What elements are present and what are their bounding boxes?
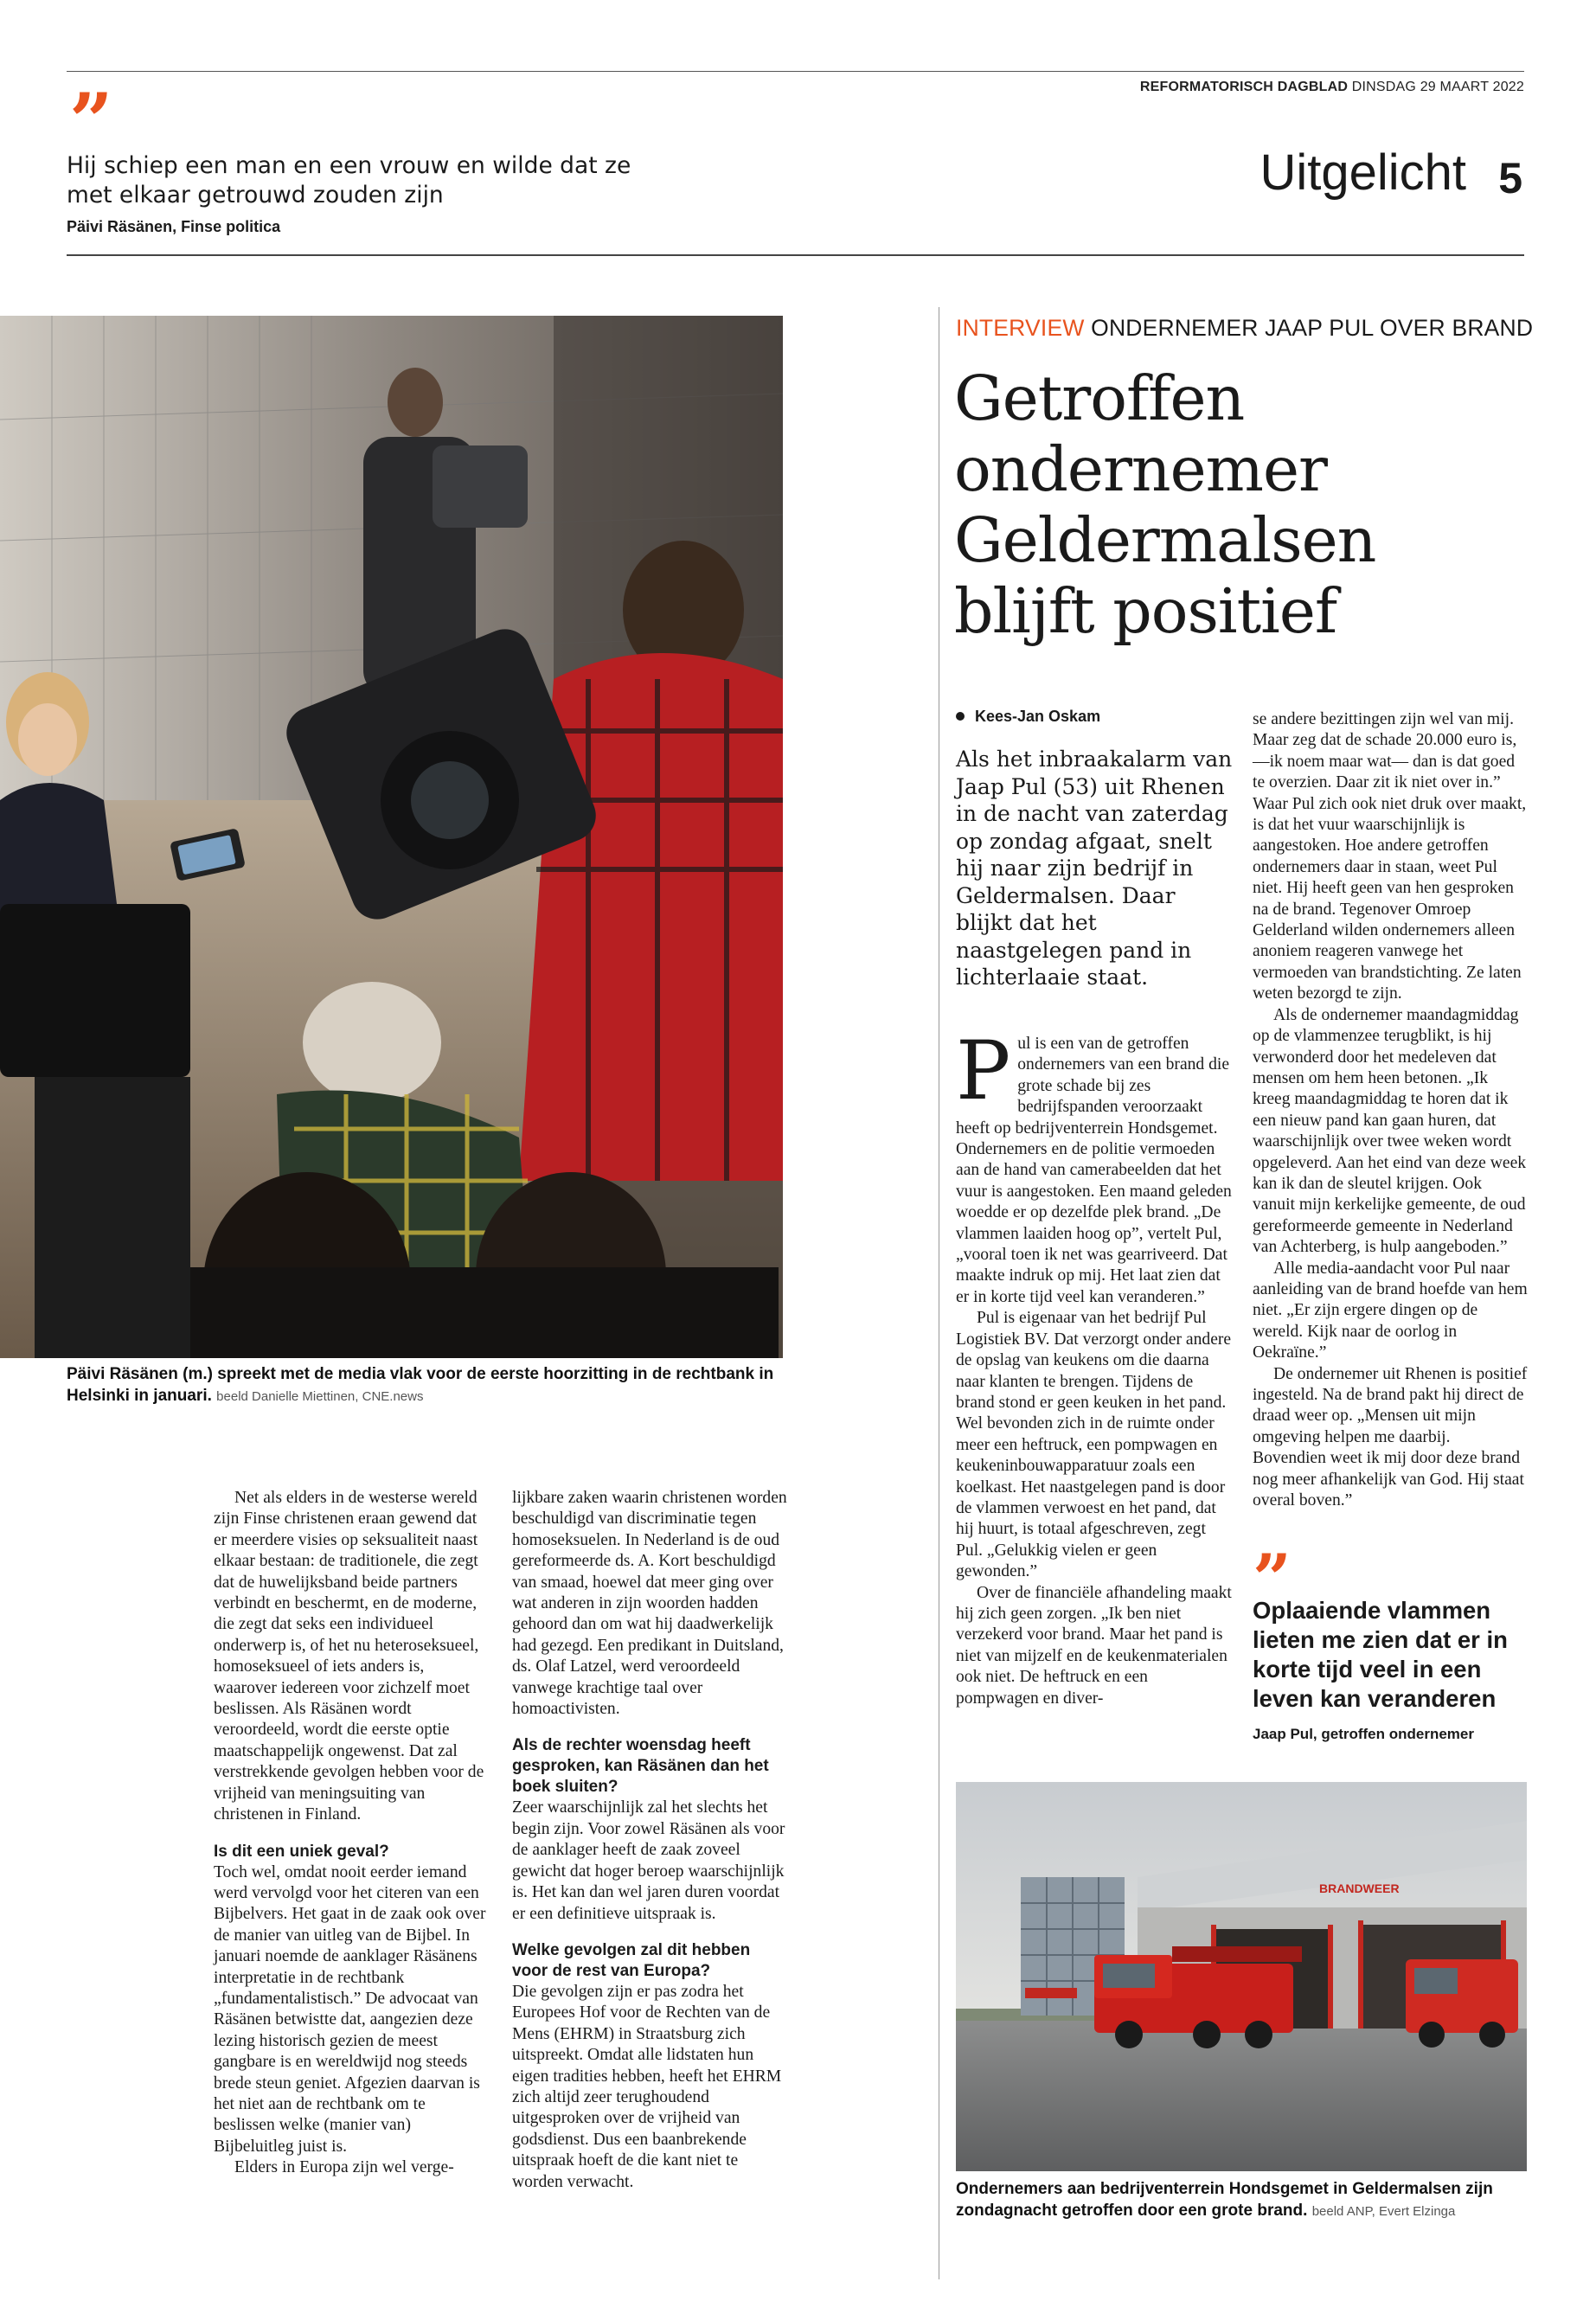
headline-line: Geldermalsen: [954, 504, 1376, 576]
right-article-paragraph: Als de ondernemer maandagmiddag op de vlammenzee terugblikt, is hij verwonderd door het medeleven dat mensen om hem heen betonen. „Ik kreeg maandagmiddag te horen dat ik een nieuw pand kan gaan huren, dat waarschijnlijk over twee weken wordt opgeleverd. Aan het eind van deze week kan ik dan de sleutel krijgen. Ook vanuit mijn kerkelijke gemeente, de oud gereformeerde gemeente in Nederland van Achterberg, is hulp aangeboden.”: [1253, 1005, 1527, 1257]
headline: [954, 363, 1375, 647]
byline-author: Kees-Jan Oskam: [975, 708, 1101, 725]
press-photo-caption-text: Päivi Räsänen (m.) spreekt met de media vlak voor de eerste hoorzitting in de rechtbank in Helsinki in januari.: [67, 1365, 774, 1405]
byline-bullet-icon: [956, 712, 965, 721]
press-photo-illustration: [0, 316, 783, 1358]
left-article-paragraph: Zeer waarschijnlijk zal het slechts het begin zijn. Voor zowel Räsänen als voor de aanklager heeft de zaak zoveel gewicht dat hoger beroep waarschijnlijk is. Het kan dan wel jaren duren voordat er een definitieve uitspraak is.: [512, 1798, 785, 1923]
left-article-paragraph: Net als elders in de westerse wereld zijn Finse christenen eraan gewend dat er meerdere visies op seksualiteit naast elkaar bestaan: de traditionele, die zegt dat de huwelijksband beide partners verbindt en beschermt, en de moderne, die zegt dat seks een individueel onderwerp is, of het nu heteroseksueel, homoseksueel of iets anders is, waarover iedereen voor zichzelf moet beslissen. Als Räsänen wordt veroordeeld, wordt die eerste optie maatschappelijk ongewenst. Dat zal verstrekkende gevolgen hebben voor de vrijheid van meningsuiting van christenen in Finland.: [214, 1489, 484, 1824]
kicker-text: ONDERNEMER JAAP PUL OVER BRAND: [1091, 315, 1534, 341]
intro: Als het inbraakalarm van Jaap Pul (53) uit Rhenen in de nacht van zaterdag op zondag afgaat, snelt hij naar zijn bedrijf in Geldermalsen. Daar blijkt dat het naastgelegen pand in lichterlaaie staat.: [956, 747, 1233, 990]
press-photo-credit: beeld Danielle Miettinen, CNE.news: [216, 1389, 424, 1404]
right-article-paragraph: Alle media-aandacht voor Pul naar aanleiding van de brand hoefde van hem niet. „Er zijn ergere dingen op de wereld. Kijk naar de oorlog in Oekraïne.”: [1253, 1259, 1528, 1362]
right-article-paragraph: Over de financiële afhandeling maakt hij zich geen zorgen. „Ik ben niet verzekerd voor brand. Maar het pand is niet van mijzelf en de keukenmaterialen ook niet. De heftruck en een pompwagen en diver-: [956, 1583, 1232, 1708]
header-quote-line-1: Hij schiep een man en een vrouw en wilde dat ze: [67, 152, 631, 179]
header-bottom-rule: [67, 254, 1524, 256]
right-article-paragraph: De ondernemer uit Rhenen is positief ingesteld. Na de brand pakt hij direct de draad weer op. „Mensen uit mijn omgeving helpen me daarbij. Bovendien weet ik mij door deze brand nog meer afhankelijk van God. Hij staat overal boven.”: [1253, 1364, 1528, 1510]
truck-label: BRANDWEER: [1319, 1881, 1400, 1895]
fire-station-photo: [956, 1782, 1527, 2171]
fire-station-credit: beeld ANP, Evert Elzinga: [1311, 2204, 1456, 2219]
left-article-column-2: [512, 1488, 789, 2193]
fire-station-illustration: [956, 1782, 1527, 2171]
page-number: 5: [1498, 154, 1522, 202]
right-article-column-1: [956, 1024, 1233, 1709]
left-article-paragraph: Elders in Europa zijn wel verge-: [234, 2158, 454, 2177]
pullquote-mark-icon: ”: [1253, 1548, 1292, 1599]
header-quote-author: Päivi Räsänen, Finse politica: [67, 218, 281, 235]
right-article-paragraph: ul is een van de getroffen ondernemers van een brand die grote schade bij zes bedrijfspanden veroorzaakt heeft op bedrijventerrein Hondsgemet. Ondernemers en de politie vermoeden aan de hand van camerabeelden dat het vuur is aangestoken. Een maand geleden woedde er op dezelfde plek brand. „De vlammen laaiden hoog op”, vertelt Pul, „vooral toen ik net was gearriveerd. Dat maakte indruk op mij. Het laat zien dat er in korte tijd veel kan veranderen.”: [956, 1035, 1232, 1306]
quote-mark-icon: ”: [69, 87, 113, 142]
masthead: [1140, 80, 1524, 95]
right-article-paragraph: se andere bezittingen zijn wel van mij. Maar zeg dat de schade 20.000 euro is, —ik noem maar wat— dan is dat goed te overzien. Daar zit ik niet over in.” Waar Pul zich ook niet druk over maakt, is dat het vuur waarschijnlijk is aangestoken. Hoe andere getroffen ondernemers daar in staan, weet Pul niet. Hij heeft geen van hen gesproken na de brand. Tegenover Omroep Gelderland wilden ondernemers alleen anoniem reageren vanwege het vermoeden van brandstichting. Ze laten weten bezorgd te zijn.: [1253, 710, 1527, 1003]
kicker: [956, 315, 1533, 342]
left-article-paragraph: Toch wel, omdat nooit eerder iemand werd vervolgd voor het citeren van een Bijbelvers. Het gaat in de zaak ook over de manier van uitleg van de Bijbel. In januari noemde de aanklager Räsänens interpretatie in de rechtbank „fundamentalistisch.” De advocaat van Räsänen betwistte dat, aangezien deze lezing historisch gezien de meest gangbare is en wereldwijd nog steeds brede steun geniet. Afgezien daarvan is het niet aan de rechtbank om te beslissen welke (manier van) Bijbeluitleg juist is.: [214, 1862, 486, 2156]
left-article-paragraph: lijkbare zaken waarin christenen worden beschuldigd van discriminatie tegen homoseksuelen. In Nederland is de oud gereformeerde ds. A. Kort beschuldigd van smaad, hoewel dat meer ging over wat anderen in zijn woorden hadden gehoord dan om wat hij daadwerkelijk had gezegd. Een predikant in Duitsland, ds. Olaf Latzel, werd veroordeeld vanwege krachtige taal over homoactivisten.: [512, 1489, 787, 1719]
headline-line: Getroffen: [954, 362, 1245, 434]
masthead-date: DINSDAG 29 MAART 2022: [1351, 80, 1524, 94]
right-article-column-2: [1253, 709, 1528, 1511]
press-photo-caption: [67, 1363, 785, 1407]
kicker-label: INTERVIEW: [956, 315, 1085, 341]
left-article-paragraph: Die gevolgen zijn er pas zodra het Europees Hof voor de Rechten van de Mens (EHRM) in Straatsburg zich uitspreekt. Omdat alle lidstaten hun eigen tradities hebben, heeft het EHRM zich altijd zeer terughoudend uitgesproken over de vrijheid van godsdienst. Dus een baanbrekende uitspraak hoeft de die kant niet te worden verwacht.: [512, 1982, 782, 2191]
fire-station-caption: [956, 2178, 1527, 2222]
header-quote: [67, 151, 631, 210]
left-article-subhead-1: Is dit een uniek geval?: [214, 1842, 389, 1861]
pullquote: Oplaaiende vlammen lieten me zien dat er in korte tijd veel in een leven kan veranderen: [1253, 1597, 1508, 1712]
headline-line: ondernemer: [954, 433, 1327, 505]
left-article-subhead-3: Welke gevolgen zal dit hebben voor de rest van Europa?: [512, 1940, 751, 1980]
header-quote-line-2: met elkaar getrouwd zouden zijn: [67, 182, 444, 208]
left-article-column-1: [214, 1488, 490, 2179]
section-title: Uitgelicht: [1259, 144, 1466, 201]
fire-station-caption-text: Ondernemers aan bedrijventerrein Hondsgemet in Geldermalsen zijn zondagnacht getroffen door een grote brand.: [956, 2180, 1493, 2220]
masthead-name: REFORMATORISCH DAGBLAD: [1139, 80, 1349, 94]
top-rule: [67, 71, 1524, 72]
byline: [956, 708, 1100, 726]
right-article-paragraph: Pul is eigenaar van het bedrijf Pul Logistiek BV. Dat verzorgt onder andere de opslag van keukens om die daarna naar klanten te brengen. Tijdens de brand stond er geen keuken in het pand. Wel bevonden zich in de ruimte onder meer een heftruck, een pompwagen en keukeninbouwapparatuur zoals een koelkast. Het naastgelegen pand is door de vlammen verwoest en het pand, dat hij huurt, is totaal afgeschreven, zegt Pul. „Gelukkig vielen er geen gewonden.”: [956, 1309, 1232, 1581]
press-photo: [0, 316, 783, 1358]
pullquote-author: Jaap Pul, getroffen ondernemer: [1253, 1726, 1474, 1742]
dropcap: P: [956, 1024, 1011, 1118]
headline-line: blijft positief: [954, 575, 1337, 647]
left-article-subhead-2: Als de rechter woensdag heeft gesproken, kan Räsänen dan het boek sluiten?: [512, 1736, 769, 1797]
